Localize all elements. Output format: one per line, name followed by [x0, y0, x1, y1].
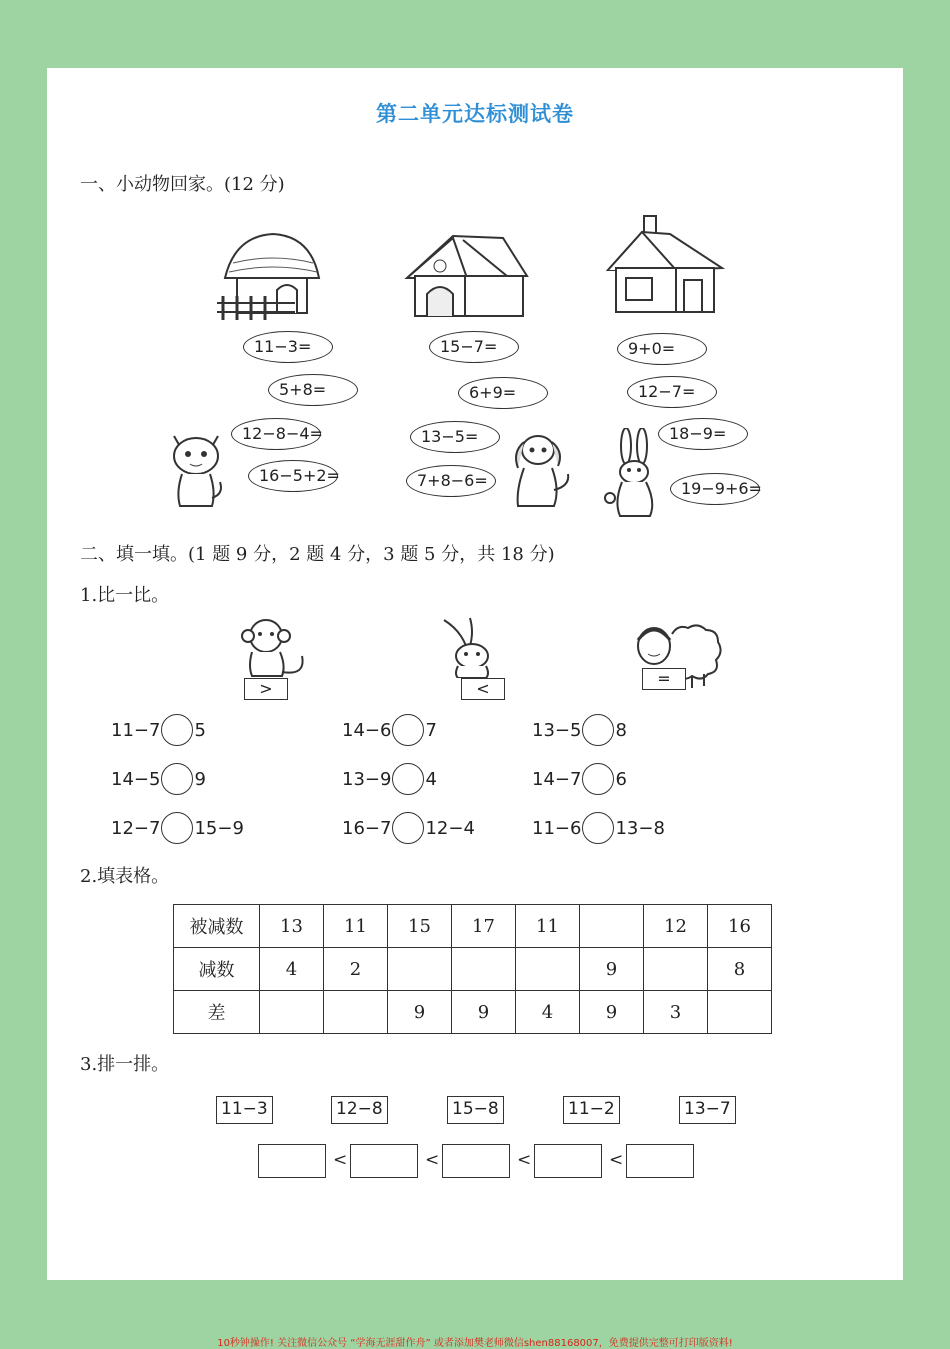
oval-expression: 19−9+6=	[670, 473, 760, 505]
row-head: 被减数	[174, 905, 260, 948]
oval-expression: 11−3=	[243, 331, 333, 363]
compare-left: 11−7	[111, 719, 161, 741]
expression-box: 13−7	[679, 1096, 736, 1124]
less-than-symbol: <	[425, 1150, 440, 1170]
compare-item	[342, 714, 437, 746]
compare-item	[532, 763, 627, 795]
compare-right: 9	[194, 768, 206, 790]
table-cell[interactable]	[516, 948, 580, 991]
oval-expression: 12−7=	[627, 376, 717, 408]
straw-hut-icon	[215, 228, 327, 323]
less-than-sign-card: <	[461, 678, 505, 700]
table-cell[interactable]: 8	[708, 948, 772, 991]
oval-expression: 18−9=	[658, 418, 748, 450]
compare-left: 11−6	[532, 817, 582, 839]
greater-than-sign-card: >	[244, 678, 288, 700]
table-cell[interactable]: 9	[580, 991, 644, 1034]
table-cell[interactable]: 12	[644, 905, 708, 948]
compare-right: 6	[615, 768, 627, 790]
table-row	[174, 991, 772, 1034]
puppy-icon	[508, 428, 574, 510]
expression-box: 12−8	[331, 1096, 388, 1124]
compare-item	[111, 763, 206, 795]
table-cell[interactable]: 2	[324, 948, 388, 991]
compare-left: 14−7	[532, 768, 582, 790]
table-cell[interactable]: 15	[388, 905, 452, 948]
compare-right: 12−4	[425, 817, 475, 839]
expression-box: 11−2	[563, 1096, 620, 1124]
row-head: 减数	[174, 948, 260, 991]
q1-label: 1.比一比。	[80, 585, 170, 606]
answer-circle[interactable]	[582, 763, 614, 795]
table-row	[174, 905, 772, 948]
answer-circle[interactable]	[582, 812, 614, 844]
table-cell[interactable]	[324, 991, 388, 1034]
compare-left: 12−7	[111, 817, 161, 839]
compare-item	[342, 763, 437, 795]
answer-circle[interactable]	[161, 812, 193, 844]
oval-expression: 12−8−4=	[231, 418, 321, 450]
table-cell[interactable]	[580, 905, 644, 948]
oval-expression: 5+8=	[268, 374, 358, 406]
answer-circle[interactable]	[392, 714, 424, 746]
rabbit-icon	[604, 428, 664, 522]
compare-left: 14−5	[111, 768, 161, 790]
cottage-house-icon	[604, 212, 726, 322]
compare-left: 16−7	[342, 817, 392, 839]
compare-right: 4	[425, 768, 437, 790]
compare-right: 8	[615, 719, 627, 741]
page-title: 第二单元达标测试卷	[376, 101, 574, 126]
table-cell[interactable]: 4	[260, 948, 324, 991]
answer-circle[interactable]	[582, 714, 614, 746]
monkey-icon	[232, 616, 310, 678]
barn-house-icon	[403, 230, 531, 320]
equal-sign-card: =	[642, 668, 686, 690]
compare-left: 13−9	[342, 768, 392, 790]
compare-left: 14−6	[342, 719, 392, 741]
oval-expression: 6+9=	[458, 377, 548, 409]
table-cell[interactable]: 3	[644, 991, 708, 1034]
order-blank[interactable]	[350, 1144, 418, 1178]
table-cell[interactable]: 4	[516, 991, 580, 1034]
table-cell[interactable]: 9	[452, 991, 516, 1034]
table-cell[interactable]: 11	[516, 905, 580, 948]
subtraction-table	[173, 904, 772, 1034]
compare-item	[342, 812, 475, 844]
answer-circle[interactable]	[392, 763, 424, 795]
table-row	[174, 948, 772, 991]
answer-circle[interactable]	[161, 714, 193, 746]
footer-promo: 10秒钟操作! 关注微信公众号 “学海无涯甜作舟” 或者添加樊老师微信shen88168007，免费提供完整可打印版资料!	[217, 1338, 733, 1349]
table-cell[interactable]	[708, 991, 772, 1034]
order-blank[interactable]	[442, 1144, 510, 1178]
section1-heading: 一、小动物回家。(12 分)	[80, 174, 285, 195]
less-than-symbol: <	[333, 1150, 348, 1170]
table-cell[interactable]: 11	[324, 905, 388, 948]
oval-expression: 9+0=	[617, 333, 707, 365]
row-head: 差	[174, 991, 260, 1034]
answer-circle[interactable]	[392, 812, 424, 844]
less-than-symbol: <	[517, 1150, 532, 1170]
compare-item	[532, 714, 627, 746]
q3-label: 3.排一排。	[80, 1054, 170, 1075]
answer-circle[interactable]	[161, 763, 193, 795]
compare-item	[532, 812, 665, 844]
compare-right: 7	[425, 719, 437, 741]
less-than-symbol: <	[609, 1150, 624, 1170]
oval-expression: 15−7=	[429, 331, 519, 363]
expression-box: 15−8	[447, 1096, 504, 1124]
table-cell[interactable]	[260, 991, 324, 1034]
table-cell[interactable]: 13	[260, 905, 324, 948]
table-cell[interactable]: 16	[708, 905, 772, 948]
table-cell[interactable]	[388, 948, 452, 991]
oval-expression: 16−5+2=	[248, 460, 338, 492]
compare-item	[111, 812, 244, 844]
table-cell[interactable]: 9	[580, 948, 644, 991]
q2-label: 2.填表格。	[80, 866, 170, 887]
section2-heading: 二、填一填。(1 题 9 分，2 题 4 分，3 题 5 分，共 18 分)	[80, 544, 555, 565]
compare-right: 15−9	[194, 817, 244, 839]
oval-expression: 13−5=	[410, 421, 500, 453]
table-cell[interactable]	[452, 948, 516, 991]
compare-right: 5	[194, 719, 206, 741]
oval-expression: 7+8−6=	[406, 465, 496, 497]
order-blank[interactable]	[534, 1144, 602, 1178]
table-cell[interactable]: 9	[388, 991, 452, 1034]
order-blank[interactable]	[626, 1144, 694, 1178]
expression-box: 11−3	[216, 1096, 273, 1124]
compare-left: 13−5	[532, 719, 582, 741]
order-blank[interactable]	[258, 1144, 326, 1178]
cat-icon	[168, 428, 226, 510]
table-cell[interactable]: 17	[452, 905, 516, 948]
compare-item	[111, 714, 206, 746]
rabbit-icon	[440, 616, 504, 678]
table-cell[interactable]	[644, 948, 708, 991]
compare-right: 13−8	[615, 817, 665, 839]
